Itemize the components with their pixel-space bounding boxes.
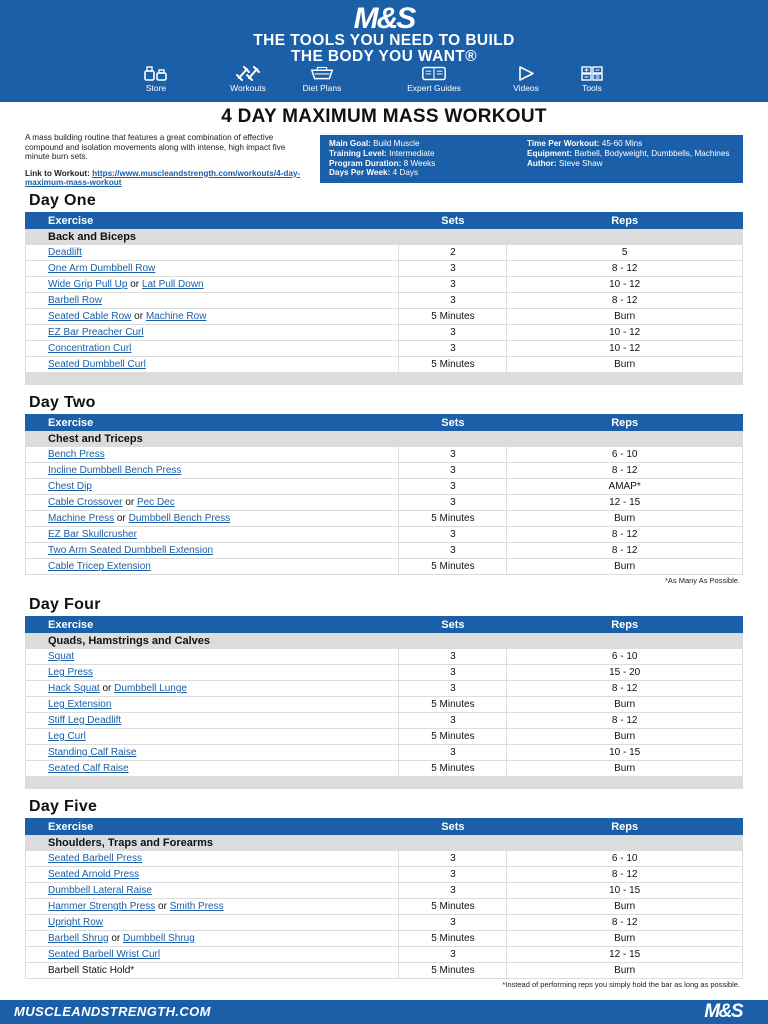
column-header-sets: Sets	[399, 415, 507, 431]
exercise-cell	[26, 761, 399, 777]
column-header-exercise: Exercise	[26, 617, 399, 633]
dumbbell-icon	[235, 66, 261, 81]
exercise-text: or	[155, 901, 170, 912]
reps-cell: 10 - 12	[507, 341, 743, 357]
exercise-link[interactable]: Incline Dumbbell Bench Press	[48, 465, 182, 476]
program-info-box	[320, 135, 743, 183]
table-row	[26, 899, 743, 915]
reps-cell: Burn	[507, 899, 743, 915]
reps-cell: 10 - 15	[507, 883, 743, 899]
sets-cell: 3	[399, 325, 507, 341]
table-footer-bar	[26, 575, 743, 587]
exercise-link[interactable]: Pec Dec	[136, 497, 175, 508]
day-title: Day Two	[29, 394, 96, 411]
exercise-cell	[26, 479, 399, 495]
reps-cell: 8 - 12	[507, 527, 743, 543]
nav-label: Store	[145, 83, 167, 93]
sets-cell: 3	[399, 713, 507, 729]
sets-cell: 3	[399, 867, 507, 883]
column-header-exercise: Exercise	[26, 819, 399, 835]
table-row	[26, 543, 743, 559]
exercise-link[interactable]: Machine Press	[48, 513, 115, 524]
table-header-row	[26, 617, 743, 633]
nav-item-store[interactable]	[121, 66, 191, 93]
muscle-group-label: Quads, Hamstrings and Calves	[26, 633, 743, 649]
exercise-text: or	[108, 933, 124, 944]
reps-cell: 8 - 12	[507, 463, 743, 479]
exercise-cell	[26, 681, 399, 697]
exercise-cell	[26, 245, 399, 261]
day-title: Day One	[29, 192, 97, 209]
table-row	[26, 341, 743, 357]
tagline	[0, 33, 768, 65]
exercise-cell	[26, 883, 399, 899]
nav-item-tools[interactable]	[557, 66, 627, 93]
nav-label: Videos	[513, 83, 539, 93]
nav-label: Tools	[582, 83, 602, 93]
sets-cell: 5 Minutes	[399, 559, 507, 575]
reps-cell: Burn	[507, 963, 743, 979]
exercise-link[interactable]: Leg Press	[48, 667, 94, 678]
table-row	[26, 697, 743, 713]
exercise-cell	[26, 309, 399, 325]
muscle-group-label: Shoulders, Traps and Forearms	[26, 835, 743, 851]
nav-item-workouts[interactable]	[213, 66, 283, 93]
sets-cell: 5 Minutes	[399, 511, 507, 527]
exercise-link[interactable]: Seated Cable Row	[48, 311, 132, 322]
exercise-cell	[26, 463, 399, 479]
footnote: *As Many As Possible.	[664, 576, 740, 585]
table-row	[26, 947, 743, 963]
sets-cell: 3	[399, 681, 507, 697]
table-row	[26, 559, 743, 575]
table-footer-bar	[26, 777, 743, 789]
intro-description: A mass building routine that features a great combination of effective compound and isolation movements along with intense, high impact five minute burn sets.	[25, 133, 286, 161]
muscle-group-label: Back and Biceps	[26, 229, 743, 245]
reps-cell: 8 - 12	[507, 867, 743, 883]
reps-cell: AMAP*	[507, 479, 743, 495]
sets-cell: 5 Minutes	[399, 931, 507, 947]
exercise-cell	[26, 511, 399, 527]
reps-cell: Burn	[507, 559, 743, 575]
exercise-cell	[26, 261, 399, 277]
exercise-link[interactable]: Bench Press	[48, 449, 105, 460]
sets-cell: 5 Minutes	[399, 761, 507, 777]
page-footer	[0, 1000, 768, 1024]
exercise-table	[25, 818, 743, 991]
table-row	[26, 867, 743, 883]
table-row	[26, 277, 743, 293]
reps-cell: Burn	[507, 729, 743, 745]
reps-cell: Burn	[507, 357, 743, 373]
exercise-cell	[26, 947, 399, 963]
column-header-sets: Sets	[399, 213, 507, 229]
exercise-cell	[26, 447, 399, 463]
calculator-icon	[579, 66, 605, 81]
page-header	[0, 0, 768, 102]
exercise-text: or	[127, 279, 142, 290]
table-row	[26, 963, 743, 979]
exercise-cell	[26, 915, 399, 931]
sets-cell: 3	[399, 527, 507, 543]
reps-cell: 8 - 12	[507, 293, 743, 309]
day-title: Day Five	[29, 798, 98, 815]
info-column-right	[527, 139, 739, 168]
info-days-per-week: Days Per Week: 4 Days	[329, 168, 419, 178]
intro	[25, 133, 307, 195]
exercise-link[interactable]: Cable Crossover	[48, 497, 123, 508]
info-author: Author: Steve Shaw	[527, 158, 603, 168]
info-training-level: Training Level: Intermediate	[329, 148, 435, 158]
workout-link[interactable]: https://www.muscleandstrength.com/workouts/4-day-maximum-mass-workout	[25, 168, 301, 187]
footer-site-link[interactable]: MUSCLEANDSTRENGTH.COM	[14, 1004, 211, 1019]
reps-cell: 15 - 20	[507, 665, 743, 681]
sets-cell: 5 Minutes	[399, 729, 507, 745]
table-footer-row	[26, 575, 743, 587]
footnote: *Instead of performing reps you simply hold the bar as long as possible.	[502, 980, 740, 989]
muscle-group-row	[26, 431, 743, 447]
exercise-cell	[26, 357, 399, 373]
exercise-cell	[26, 851, 399, 867]
reps-cell: 10 - 15	[507, 745, 743, 761]
exercise-link[interactable]: Squat	[48, 651, 75, 662]
info-column-left	[329, 139, 519, 178]
exercise-cell	[26, 697, 399, 713]
exercise-link[interactable]: Smith Press	[169, 901, 224, 912]
reps-cell: Burn	[507, 309, 743, 325]
exercise-cell	[26, 649, 399, 665]
sets-cell: 5 Minutes	[399, 899, 507, 915]
table-header-row	[26, 213, 743, 229]
exercise-cell	[26, 277, 399, 293]
column-header-reps: Reps	[507, 819, 743, 835]
sets-cell: 5 Minutes	[399, 357, 507, 373]
sets-cell: 3	[399, 883, 507, 899]
sets-cell: 3	[399, 261, 507, 277]
table-row	[26, 511, 743, 527]
exercise-link[interactable]: Dumbbell Shrug	[123, 933, 195, 944]
reps-cell: 8 - 12	[507, 681, 743, 697]
info-main-goal: Main Goal: Build Muscle	[329, 139, 420, 148]
table-row	[26, 447, 743, 463]
sets-cell: 3	[399, 463, 507, 479]
muscle-group-row	[26, 633, 743, 649]
reps-cell: Burn	[507, 761, 743, 777]
brand-logo[interactable]: M&S	[353, 2, 415, 35]
sets-cell: 3	[399, 665, 507, 681]
exercise-link[interactable]: Dumbbell Bench Press	[128, 513, 231, 524]
book-icon	[421, 66, 447, 81]
exercise-link[interactable]: Cable Tricep Extension	[48, 561, 151, 572]
table-row	[26, 495, 743, 511]
table-row	[26, 665, 743, 681]
exercise-link[interactable]: Standing Calf Raise	[48, 747, 137, 758]
exercise-link[interactable]: Deadlift	[48, 247, 82, 258]
sets-cell: 3	[399, 947, 507, 963]
footer-logo: M&S	[704, 1001, 742, 1022]
sets-cell: 3	[399, 341, 507, 357]
store-icon	[143, 66, 169, 81]
sets-cell: 3	[399, 293, 507, 309]
muscle-group-row	[26, 835, 743, 851]
table-row	[26, 883, 743, 899]
table-header-row	[26, 415, 743, 431]
exercise-link[interactable]: EZ Bar Skullcrusher	[48, 529, 137, 540]
exercise-link[interactable]: Machine Row	[145, 311, 207, 322]
reps-cell: 8 - 12	[507, 915, 743, 931]
table-row	[26, 293, 743, 309]
sets-cell: 3	[399, 479, 507, 495]
reps-cell: 6 - 10	[507, 851, 743, 867]
table-header-row	[26, 819, 743, 835]
exercise-cell	[26, 341, 399, 357]
exercise-link[interactable]: Leg Extension	[48, 699, 112, 710]
info-time-per-workout: Time Per Workout: 45-60 Mins	[527, 139, 643, 148]
info-program-duration: Program Duration: 8 Weeks	[329, 158, 436, 168]
table-row	[26, 931, 743, 947]
exercise-link[interactable]: Seated Barbell Press	[48, 853, 142, 864]
table-row	[26, 245, 743, 261]
page-title: 4 DAY MAXIMUM MASS WORKOUT	[221, 106, 547, 127]
exercise-cell	[26, 899, 399, 915]
table-row	[26, 357, 743, 373]
reps-cell: 6 - 10	[507, 447, 743, 463]
exercise-table	[25, 616, 743, 789]
table-row	[26, 649, 743, 665]
exercise-text: or	[99, 683, 115, 694]
exercise-cell	[26, 495, 399, 511]
exercise-cell	[26, 745, 399, 761]
exercise-cell	[26, 713, 399, 729]
tagline-line-2: THE BODY YOU WANT®	[291, 48, 477, 65]
exercise-link[interactable]: Barbell Row	[48, 295, 102, 306]
exercise-cell	[26, 931, 399, 947]
table-footer-row	[26, 777, 743, 789]
exercise-table	[25, 414, 743, 587]
nav-label: Workouts	[230, 83, 266, 93]
reps-cell: 8 - 12	[507, 261, 743, 277]
reps-cell: Burn	[507, 697, 743, 713]
play-icon	[513, 66, 539, 81]
tagline-line-1: THE TOOLS YOU NEED TO BUILD	[253, 32, 515, 49]
table-row	[26, 463, 743, 479]
table-row	[26, 713, 743, 729]
muscle-group-label: Chest and Triceps	[26, 431, 743, 447]
column-header-exercise: Exercise	[26, 213, 399, 229]
table-row	[26, 527, 743, 543]
table-row	[26, 851, 743, 867]
day-title: Day Four	[29, 596, 101, 613]
reps-cell: Burn	[507, 931, 743, 947]
reps-cell: 12 - 15	[507, 495, 743, 511]
sets-cell: 3	[399, 745, 507, 761]
exercise-text: or	[114, 513, 129, 524]
sets-cell: 5 Minutes	[399, 963, 507, 979]
exercise-text: Barbell Static Hold*	[48, 965, 135, 976]
exercise-cell	[26, 325, 399, 341]
exercise-link[interactable]: Hack Squat	[48, 683, 100, 694]
exercise-link[interactable]: Seated Arnold Press	[48, 869, 140, 880]
muscle-group-row	[26, 229, 743, 245]
table-row	[26, 745, 743, 761]
exercise-link[interactable]: Concentration Curl	[48, 343, 132, 354]
exercise-link[interactable]: Seated Barbell Wrist Curl	[48, 949, 161, 960]
sets-cell: 3	[399, 851, 507, 867]
exercise-cell	[26, 527, 399, 543]
column-header-reps: Reps	[507, 213, 743, 229]
exercise-link[interactable]: Lat Pull Down	[141, 279, 204, 290]
sets-cell: 5 Minutes	[399, 697, 507, 713]
scale-icon	[309, 66, 335, 81]
exercise-link[interactable]: Stiff Leg Deadlift	[48, 715, 122, 726]
reps-cell: 10 - 12	[507, 277, 743, 293]
exercise-link[interactable]: EZ Bar Preacher Curl	[48, 327, 144, 338]
sets-cell: 3	[399, 915, 507, 931]
exercise-link[interactable]: Dumbbell Lunge	[114, 683, 187, 694]
table-row	[26, 261, 743, 277]
workout-link-line	[25, 169, 307, 188]
reps-cell: Burn	[507, 511, 743, 527]
exercise-cell	[26, 543, 399, 559]
table-row	[26, 761, 743, 777]
reps-cell: 12 - 15	[507, 947, 743, 963]
table-row	[26, 309, 743, 325]
exercise-cell	[26, 867, 399, 883]
exercise-cell	[26, 729, 399, 745]
table-row	[26, 915, 743, 931]
exercise-link[interactable]: Wide Grip Pull Up	[48, 279, 128, 290]
sets-cell: 2	[399, 245, 507, 261]
reps-cell: 6 - 10	[507, 649, 743, 665]
reps-cell: 10 - 12	[507, 325, 743, 341]
sets-cell: 3	[399, 495, 507, 511]
nav-item-videos[interactable]	[491, 66, 561, 93]
exercise-cell	[26, 963, 399, 979]
nav-item-diet-plans[interactable]	[287, 66, 357, 93]
exercise-link[interactable]: Two Arm Seated Dumbbell Extension	[48, 545, 214, 556]
exercise-link[interactable]: Seated Dumbbell Curl	[48, 359, 146, 370]
table-row	[26, 681, 743, 697]
sets-cell: 3	[399, 277, 507, 293]
exercise-table	[25, 212, 743, 385]
table-row	[26, 479, 743, 495]
table-footer-row	[26, 373, 743, 385]
table-row	[26, 729, 743, 745]
exercise-cell	[26, 293, 399, 309]
sets-cell: 3	[399, 447, 507, 463]
exercise-link[interactable]: One Arm Dumbbell Row	[48, 263, 156, 274]
sets-cell: 3	[399, 543, 507, 559]
top-nav	[134, 66, 634, 98]
table-row	[26, 325, 743, 341]
exercise-link[interactable]: Upright Row	[48, 917, 104, 928]
exercise-link[interactable]: Barbell Shrug	[48, 933, 109, 944]
column-header-exercise: Exercise	[26, 415, 399, 431]
exercise-link[interactable]: Hammer Strength Press	[48, 901, 156, 912]
exercise-cell	[26, 559, 399, 575]
reps-cell: 5	[507, 245, 743, 261]
column-header-sets: Sets	[399, 617, 507, 633]
info-equipment: Equipment: Barbell, Bodyweight, Dumbbells, Machines	[527, 148, 730, 158]
exercise-text: or	[131, 311, 146, 322]
sets-cell: 3	[399, 649, 507, 665]
workout-link-label: Link to Workout:	[25, 168, 90, 178]
table-footer-bar	[26, 373, 743, 385]
exercise-link[interactable]: Chest Dip	[48, 481, 92, 492]
column-header-sets: Sets	[399, 819, 507, 835]
column-header-reps: Reps	[507, 415, 743, 431]
exercise-link[interactable]: Seated Calf Raise	[48, 763, 129, 774]
reps-cell: 8 - 12	[507, 543, 743, 559]
column-header-reps: Reps	[507, 617, 743, 633]
exercise-link[interactable]: Dumbbell Lateral Raise	[48, 885, 152, 896]
sets-cell: 5 Minutes	[399, 309, 507, 325]
nav-label: Diet Plans	[302, 83, 342, 93]
nav-label: Expert Guides	[407, 83, 461, 93]
exercise-link[interactable]: Leg Curl	[48, 731, 86, 742]
exercise-text: or	[122, 497, 137, 508]
exercise-cell	[26, 665, 399, 681]
nav-item-expert-guides[interactable]	[399, 66, 469, 93]
reps-cell: 8 - 12	[507, 713, 743, 729]
